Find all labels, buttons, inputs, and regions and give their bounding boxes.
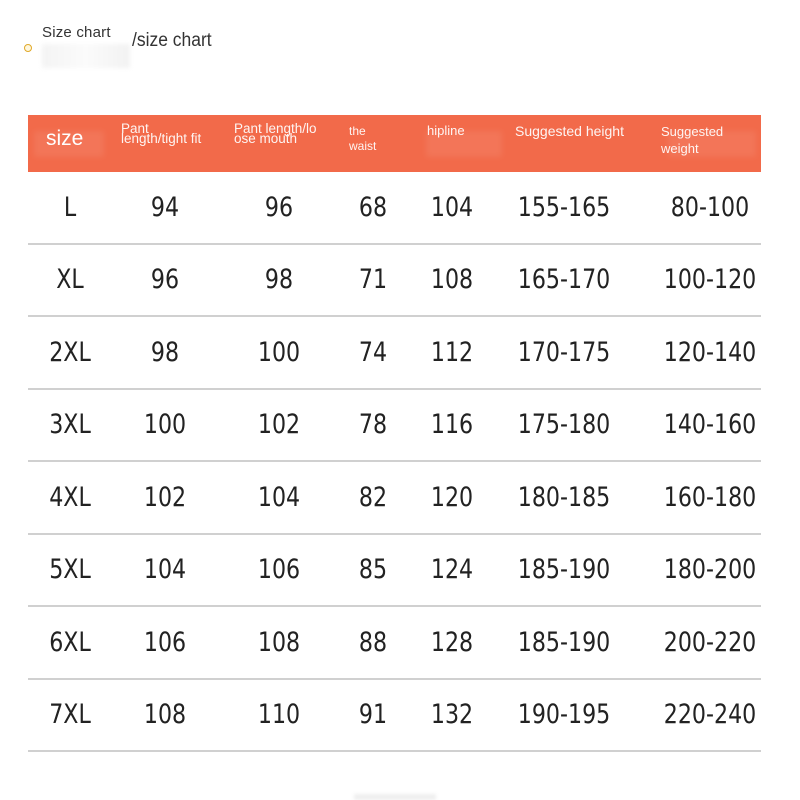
caption-title: Size chart <box>42 24 111 41</box>
cell-length-loose: 98 <box>264 264 294 296</box>
cell-size: 7XL <box>49 699 91 731</box>
blurred-caption-text <box>42 44 130 68</box>
cell-waist: 74 <box>358 336 388 368</box>
cell-weight: 220-240 <box>663 699 757 731</box>
table-row <box>28 245 761 318</box>
cell-hipline: 104 <box>430 191 474 223</box>
cell-height: 190-195 <box>517 699 611 731</box>
cell-length-tight: 102 <box>143 481 187 513</box>
cell-size: 4XL <box>49 481 91 513</box>
cell-hipline: 112 <box>430 336 474 368</box>
cell-height: 155-165 <box>517 191 611 223</box>
cell-hipline: 116 <box>430 409 474 441</box>
cell-length-loose: 106 <box>257 554 301 586</box>
bullet-circle-icon <box>24 44 32 52</box>
cell-weight: 100-120 <box>663 264 757 296</box>
caption-subtitle: /size chart <box>132 30 212 51</box>
header-size: size <box>46 127 84 150</box>
cell-size: 3XL <box>49 409 91 441</box>
cell-hipline: 120 <box>430 481 474 513</box>
cell-length-loose: 100 <box>257 336 301 368</box>
header-weight: Suggested weight <box>661 124 724 156</box>
footer-smudge <box>354 794 436 800</box>
cell-height: 175-180 <box>517 409 611 441</box>
header-length-tight: Pant length/tight fit <box>121 121 202 146</box>
table-row <box>28 390 761 463</box>
cell-hipline: 132 <box>430 699 474 731</box>
cell-length-loose: 110 <box>257 699 301 731</box>
cell-height: 165-170 <box>517 264 611 296</box>
cell-waist: 78 <box>358 409 388 441</box>
cell-waist: 71 <box>358 264 388 296</box>
table-row <box>28 607 761 680</box>
cell-length-loose: 102 <box>257 409 301 441</box>
table-header <box>28 115 761 172</box>
cell-length-tight: 100 <box>143 409 187 441</box>
cell-length-tight: 96 <box>150 264 180 296</box>
cell-length-tight: 104 <box>143 554 187 586</box>
cell-size: L <box>63 191 77 223</box>
table-row <box>28 317 761 390</box>
cell-waist: 91 <box>358 699 388 731</box>
cell-size: 6XL <box>49 626 91 658</box>
cell-size: 2XL <box>49 336 91 368</box>
cell-length-tight: 106 <box>143 626 187 658</box>
cell-length-tight: 94 <box>150 191 180 223</box>
cell-length-tight: 108 <box>143 699 187 731</box>
table-row <box>28 680 761 753</box>
cell-waist: 88 <box>358 626 388 658</box>
cell-height: 185-190 <box>517 626 611 658</box>
header-height: Suggested height <box>515 123 624 139</box>
cell-size: 5XL <box>49 554 91 586</box>
header-hipline: hipline <box>427 123 465 138</box>
cell-height: 170-175 <box>517 336 611 368</box>
cell-weight: 200-220 <box>663 626 757 658</box>
cell-waist: 82 <box>358 481 388 513</box>
cell-hipline: 124 <box>430 554 474 586</box>
cell-weight: 120-140 <box>663 336 757 368</box>
size-table <box>28 172 761 752</box>
cell-height: 185-190 <box>517 554 611 586</box>
cell-length-loose: 108 <box>257 626 301 658</box>
cell-weight: 80-100 <box>670 191 750 223</box>
cell-length-loose: 96 <box>264 191 294 223</box>
cell-waist: 85 <box>358 554 388 586</box>
size-chart-caption <box>0 0 800 80</box>
cell-weight: 180-200 <box>663 554 757 586</box>
cell-size: XL <box>56 264 84 296</box>
header-length-loose: Pant length/loose mouth <box>234 121 317 146</box>
table-row <box>28 172 761 245</box>
header-waist: the waist <box>349 124 377 153</box>
table-row <box>28 462 761 535</box>
cell-length-loose: 104 <box>257 481 301 513</box>
cell-hipline: 128 <box>430 626 474 658</box>
table-row <box>28 535 761 608</box>
cell-weight: 140-160 <box>663 409 757 441</box>
cell-waist: 68 <box>358 191 388 223</box>
cell-weight: 160-180 <box>663 481 757 513</box>
cell-height: 180-185 <box>517 481 611 513</box>
cell-hipline: 108 <box>430 264 474 296</box>
cell-length-tight: 98 <box>150 336 180 368</box>
